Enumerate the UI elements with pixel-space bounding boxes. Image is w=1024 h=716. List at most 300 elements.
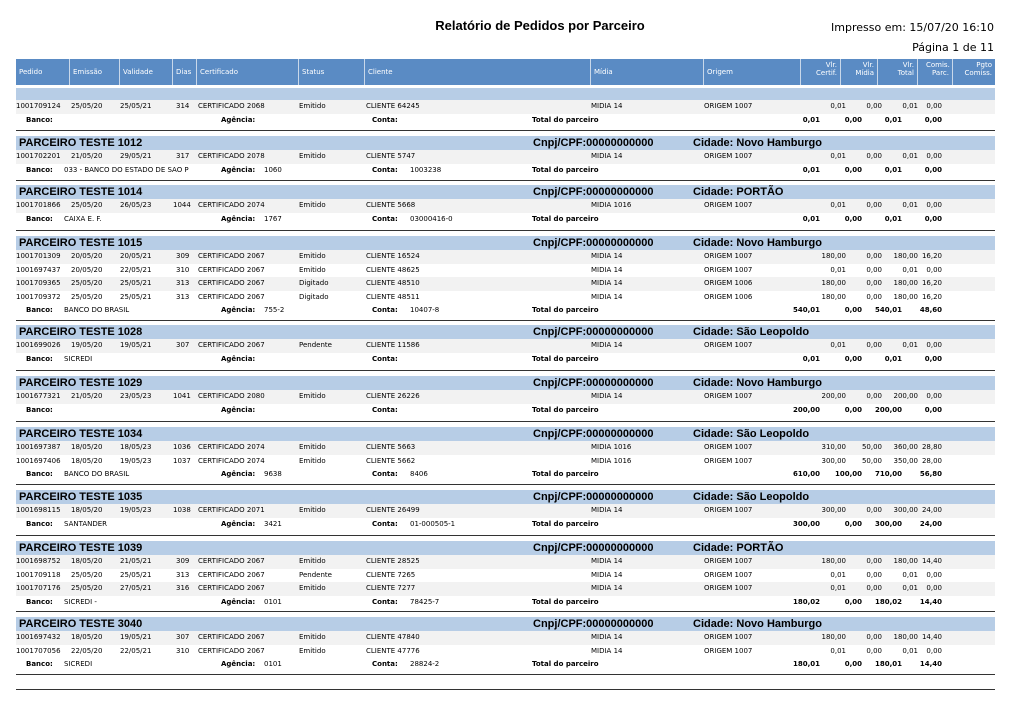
cell-dias: 307 — [176, 633, 190, 641]
cell-emissao: 25/05/20 — [71, 584, 103, 592]
partner-name: PARCEIRO TESTE 1029 — [19, 377, 143, 389]
cell-validade: 19/05/23 — [120, 456, 152, 465]
total-vlr-total: 540,01 — [874, 306, 902, 314]
total-vlr-certif: 300,00 — [792, 519, 820, 528]
banco-value: SICREDI — [64, 354, 93, 363]
agencia-label: Agência: — [221, 115, 256, 124]
cell-vlr-certif: 200,00 — [821, 392, 846, 400]
cell-dias: 313 — [176, 570, 190, 579]
conta-label: Conta: — [372, 214, 398, 223]
cell-origem: ORIGEM 1006 — [704, 279, 753, 287]
report-header — [0, 0, 1024, 60]
cell-validade: 19/05/23 — [120, 506, 152, 514]
conta-label: Conta: — [372, 519, 398, 528]
total-vlr-total: 180,02 — [874, 597, 902, 606]
cell-vlr-midia: 0,00 — [866, 633, 882, 641]
agencia-label: Agência: — [221, 470, 256, 478]
cell-emissao: 21/05/20 — [71, 392, 103, 400]
cell-status: Pendente — [299, 341, 332, 349]
cell-origem: ORIGEM 1007 — [704, 392, 753, 400]
cell-dias: 1036 — [173, 443, 191, 451]
partner-header — [16, 427, 995, 441]
cell-vlr-midia: 0,00 — [866, 557, 882, 565]
total-label: Total do parceiro — [532, 597, 599, 606]
cell-status: Emitido — [299, 506, 326, 514]
cell-comis-parc: 0,00 — [926, 201, 942, 209]
cell-certificado: CERTIFICADO 2074 — [198, 443, 265, 451]
cell-dias: 1044 — [173, 201, 191, 209]
cell-cliente: CLIENTE 7277 — [366, 584, 416, 592]
cell-vlr-total: 180,00 — [893, 557, 918, 565]
table-row — [16, 631, 995, 645]
cell-midia: MIDIA 14 — [591, 292, 623, 301]
cell-comis-parc: 16,20 — [921, 292, 942, 301]
cell-origem: ORIGEM 1007 — [704, 152, 753, 160]
partner-cidade: Cidade: PORTÃO — [693, 542, 784, 554]
cell-vlr-midia: 0,00 — [866, 152, 882, 160]
cell-midia: MIDIA 14 — [591, 557, 623, 565]
banco-value: BANCO DO BRASIL — [64, 470, 130, 478]
group-divider — [16, 130, 995, 131]
partner-group — [16, 185, 995, 226]
total-label: Total do parceiro — [532, 115, 599, 124]
cell-certificado: CERTIFICADO 2067 — [198, 252, 265, 260]
printed-timestamp: Impresso em: 15/07/20 16:10 — [831, 21, 994, 34]
cell-vlr-certif: 0,01 — [830, 201, 846, 209]
total-vlr-midia: 0,00 — [844, 354, 862, 363]
total-vlr-midia: 0,00 — [844, 115, 862, 124]
table-row — [16, 555, 995, 569]
cell-cliente: CLIENTE 48510 — [366, 279, 420, 287]
total-vlr-midia: 0,00 — [844, 519, 862, 528]
group-divider — [16, 674, 995, 675]
total-vlr-certif: 0,01 — [802, 115, 820, 124]
cell-emissao: 18/05/20 — [71, 443, 103, 451]
table-row — [16, 390, 995, 404]
cell-dias: 1041 — [173, 392, 191, 400]
cell-vlr-midia: 0,00 — [866, 252, 882, 260]
cell-emissao: 18/05/20 — [71, 557, 103, 565]
cell-vlr-certif: 0,01 — [830, 584, 846, 592]
banco-value: CAIXA E. F. — [64, 214, 102, 223]
cell-emissao: 20/05/20 — [71, 265, 103, 274]
table-row — [16, 645, 995, 659]
partner-cnpj: Cnpj/CPF:00000000000 — [533, 428, 654, 440]
total-vlr-total: 0,01 — [884, 165, 902, 174]
partner-cidade: Cidade: Novo Hamburgo — [693, 137, 822, 149]
group-divider — [16, 230, 995, 231]
cell-emissao: 25/05/20 — [71, 570, 103, 579]
cell-vlr-total: 350,00 — [893, 456, 918, 465]
cell-vlr-certif: 180,00 — [821, 557, 846, 565]
conta-value: 28824-2 — [410, 660, 440, 668]
cell-validade: 22/05/21 — [120, 646, 152, 655]
cell-midia: MIDIA 14 — [591, 152, 623, 160]
bank-row — [16, 468, 995, 481]
total-label: Total do parceiro — [532, 214, 599, 223]
total-label: Total do parceiro — [532, 660, 599, 668]
total-vlr-midia: 0,00 — [844, 660, 862, 668]
cell-dias: 313 — [176, 292, 190, 301]
cell-comis-parc: 0,00 — [926, 570, 942, 579]
cell-status: Emitido — [299, 392, 326, 400]
cell-dias: 309 — [176, 557, 190, 565]
agencia-label: Agência: — [221, 597, 256, 606]
agencia-value: 9638 — [264, 470, 282, 478]
partner-cidade: Cidade: São Leopoldo — [693, 491, 810, 503]
cell-vlr-certif: 310,00 — [821, 443, 846, 451]
total-vlr-total: 0,01 — [884, 354, 902, 363]
cell-certificado: CERTIFICADO 2067 — [198, 646, 265, 655]
partner-group — [16, 325, 995, 366]
conta-label: Conta: — [372, 354, 398, 363]
partner-cidade: Cidade: Novo Hamburgo — [693, 237, 822, 249]
cell-origem: ORIGEM 1006 — [704, 292, 753, 301]
cell-origem: ORIGEM 1007 — [704, 265, 753, 274]
cell-certificado: CERTIFICADO 2067 — [198, 265, 265, 274]
cell-vlr-certif: 0,01 — [830, 152, 846, 160]
cell-pedido: 1001701866 — [16, 201, 61, 209]
cell-pedido: 1001707176 — [16, 584, 61, 592]
agencia-label: Agência: — [221, 214, 256, 223]
cell-emissao: 25/05/20 — [71, 279, 103, 287]
total-vlr-total: 200,00 — [874, 405, 902, 414]
cell-origem: ORIGEM 1007 — [704, 102, 753, 110]
cell-origem: ORIGEM 1007 — [704, 252, 753, 260]
partner-cnpj: Cnpj/CPF:00000000000 — [533, 542, 654, 554]
cell-dias: 314 — [176, 102, 190, 110]
cell-certificado: CERTIFICADO 2067 — [198, 633, 265, 641]
cell-vlr-midia: 0,00 — [866, 506, 882, 514]
col-validade: Validade — [119, 59, 172, 85]
cell-vlr-total: 0,01 — [902, 152, 918, 160]
cell-status: Emitido — [299, 252, 326, 260]
cell-emissao: 18/05/20 — [71, 633, 103, 641]
partner-name: PARCEIRO TESTE 1014 — [19, 186, 143, 198]
col-emissao: Emissão — [69, 59, 119, 85]
cell-emissao: 18/05/20 — [71, 456, 103, 465]
column-header-bar — [16, 59, 995, 85]
total-vlr-midia: 0,00 — [844, 214, 862, 223]
cell-vlr-midia: 0,00 — [866, 584, 882, 592]
total-vlr-certif: 180,01 — [792, 660, 820, 668]
cell-validade: 27/05/21 — [120, 584, 152, 592]
bank-row — [16, 658, 995, 671]
page-indicator: Página 1 de 11 — [912, 41, 994, 54]
partner-header — [16, 236, 995, 250]
cell-cliente: CLIENTE 5668 — [366, 201, 416, 209]
cell-status: Emitido — [299, 102, 326, 110]
col-pgto-comiss: Pgto Comiss. — [952, 59, 995, 85]
cell-pedido: 1001709124 — [16, 102, 61, 110]
cell-dias: 307 — [176, 341, 190, 349]
conta-label: Conta: — [372, 660, 398, 668]
partner-group — [16, 427, 995, 481]
partner-header — [16, 88, 995, 100]
partner-group — [16, 376, 995, 417]
cell-vlr-total: 0,01 — [902, 265, 918, 274]
cell-validade: 18/05/23 — [120, 443, 152, 451]
partner-header — [16, 541, 995, 555]
cell-pedido: 1001709372 — [16, 292, 61, 301]
group-divider — [16, 421, 995, 422]
cell-cliente: CLIENTE 48511 — [366, 292, 420, 301]
cell-cliente: CLIENTE 5747 — [366, 152, 416, 160]
partner-cnpj: Cnpj/CPF:00000000000 — [533, 237, 654, 249]
cell-pedido: 1001709365 — [16, 279, 61, 287]
partner-name: PARCEIRO TESTE 1012 — [19, 137, 143, 149]
cell-emissao: 20/05/20 — [71, 252, 103, 260]
total-comis-parc: 56,80 — [919, 470, 942, 478]
cell-midia: MIDIA 14 — [591, 392, 623, 400]
conta-value: 78425-7 — [410, 597, 440, 606]
cell-status: Emitido — [299, 265, 326, 274]
cell-vlr-midia: 0,00 — [866, 646, 882, 655]
partner-cidade: Cidade: São Leopoldo — [693, 326, 810, 338]
total-vlr-total: 0,01 — [884, 214, 902, 223]
cell-status: Pendente — [299, 570, 332, 579]
total-comis-parc: 14,40 — [919, 660, 942, 668]
cell-validade: 23/05/23 — [120, 392, 152, 400]
cell-comis-parc: 28,00 — [921, 456, 942, 465]
group-divider — [16, 484, 995, 485]
table-row — [16, 250, 995, 264]
cell-pedido: 1001697387 — [16, 443, 61, 451]
partner-name: PARCEIRO TESTE 1034 — [19, 428, 143, 440]
partner-name: PARCEIRO TESTE 1039 — [19, 542, 143, 554]
bank-row — [16, 353, 995, 366]
cell-comis-parc: 0,00 — [926, 341, 942, 349]
cell-vlr-certif: 0,01 — [830, 570, 846, 579]
agencia-label: Agência: — [221, 165, 256, 174]
cell-certificado: CERTIFICADO 2067 — [198, 279, 265, 287]
total-vlr-certif: 180,02 — [792, 597, 820, 606]
cell-certificado: CERTIFICADO 2067 — [198, 570, 265, 579]
group-divider — [16, 370, 995, 371]
cell-pedido: 1001697406 — [16, 456, 61, 465]
cell-vlr-midia: 0,00 — [866, 102, 882, 110]
partner-group — [16, 88, 995, 127]
banco-value: 033 - BANCO DO ESTADO DE SAO P — [64, 165, 189, 174]
cell-certificado: CERTIFICADO 2071 — [198, 506, 265, 514]
cell-dias: 313 — [176, 279, 190, 287]
partner-group — [16, 490, 995, 531]
report-title: Relatório de Pedidos por Parceiro — [435, 18, 645, 33]
col-origem: Origem — [703, 59, 800, 85]
cell-dias: 310 — [176, 265, 190, 274]
table-row — [16, 199, 995, 213]
cell-midia: MIDIA 14 — [591, 646, 623, 655]
cell-vlr-midia: 0,00 — [866, 341, 882, 349]
banco-label: Banco: — [26, 115, 53, 124]
cell-vlr-total: 0,01 — [902, 201, 918, 209]
banco-label: Banco: — [26, 306, 53, 314]
cell-vlr-total: 300,00 — [893, 506, 918, 514]
total-vlr-midia: 0,00 — [844, 306, 862, 314]
table-row — [16, 277, 995, 291]
cell-comis-parc: 0,00 — [926, 102, 942, 110]
cell-pedido: 1001701309 — [16, 252, 61, 260]
bank-row — [16, 213, 995, 226]
cell-cliente: CLIENTE 16524 — [366, 252, 420, 260]
cell-vlr-midia: 50,00 — [861, 443, 882, 451]
cell-validade: 25/05/21 — [120, 292, 152, 301]
banco-label: Banco: — [26, 519, 53, 528]
table-row — [16, 100, 995, 114]
cell-cliente: CLIENTE 28525 — [366, 557, 420, 565]
partner-header — [16, 185, 995, 199]
cell-pedido: 1001697432 — [16, 633, 61, 641]
cell-pedido: 1001677321 — [16, 392, 61, 400]
conta-label: Conta: — [372, 306, 398, 314]
partner-header — [16, 376, 995, 390]
conta-label: Conta: — [372, 597, 398, 606]
cell-vlr-midia: 0,00 — [866, 292, 882, 301]
banco-label: Banco: — [26, 597, 53, 606]
cell-vlr-certif: 180,00 — [821, 292, 846, 301]
cell-status: Emitido — [299, 646, 326, 655]
banco-label: Banco: — [26, 470, 53, 478]
agencia-label: Agência: — [221, 405, 256, 414]
cell-origem: ORIGEM 1007 — [704, 506, 753, 514]
cell-dias: 309 — [176, 252, 190, 260]
cell-emissao: 21/05/20 — [71, 152, 103, 160]
cell-vlr-total: 0,01 — [902, 646, 918, 655]
cell-vlr-midia: 0,00 — [866, 201, 882, 209]
cell-comis-parc: 14,40 — [921, 633, 942, 641]
cell-validade: 25/05/21 — [120, 570, 152, 579]
cell-status: Digitado — [299, 279, 329, 287]
cell-vlr-total: 180,00 — [893, 279, 918, 287]
conta-value: 8406 — [410, 470, 428, 478]
total-comis-parc: 0,00 — [924, 354, 942, 363]
partner-cnpj: Cnpj/CPF:00000000000 — [533, 186, 654, 198]
partner-name: PARCEIRO TESTE 1028 — [19, 326, 143, 338]
col-pedido: Pedido — [19, 68, 43, 76]
bank-row — [16, 164, 995, 177]
total-comis-parc: 0,00 — [924, 165, 942, 174]
cell-comis-parc: 0,00 — [926, 152, 942, 160]
total-vlr-midia: 0,00 — [844, 165, 862, 174]
cell-vlr-total: 200,00 — [893, 392, 918, 400]
cell-emissao: 18/05/20 — [71, 506, 103, 514]
total-comis-parc: 0,00 — [924, 214, 942, 223]
cell-pedido: 1001699026 — [16, 341, 61, 349]
total-label: Total do parceiro — [532, 306, 599, 314]
cell-certificado: CERTIFICADO 2074 — [198, 201, 265, 209]
cell-midia: MIDIA 14 — [591, 265, 623, 274]
partner-name: PARCEIRO TESTE 1015 — [19, 237, 143, 249]
cell-midia: MIDIA 14 — [591, 633, 623, 641]
group-divider — [16, 320, 995, 321]
cell-comis-parc: 16,20 — [921, 252, 942, 260]
total-vlr-midia: 0,00 — [844, 405, 862, 414]
cell-vlr-midia: 0,00 — [866, 265, 882, 274]
cell-vlr-total: 360,00 — [893, 443, 918, 451]
table-row — [16, 150, 995, 164]
cell-origem: ORIGEM 1007 — [704, 341, 753, 349]
cell-status: Digitado — [299, 292, 329, 301]
cell-midia: MIDIA 1016 — [591, 456, 632, 465]
cell-status: Emitido — [299, 152, 326, 160]
partner-cnpj: Cnpj/CPF:00000000000 — [533, 618, 654, 630]
bank-row — [16, 304, 995, 317]
partner-group — [16, 236, 995, 317]
cell-cliente: CLIENTE 64245 — [366, 102, 420, 110]
cell-origem: ORIGEM 1007 — [704, 557, 753, 565]
cell-vlr-total: 180,00 — [893, 292, 918, 301]
cell-midia: MIDIA 14 — [591, 102, 623, 110]
cell-cliente: CLIENTE 5663 — [366, 443, 416, 451]
col-cliente: Cliente — [364, 59, 590, 85]
cell-vlr-certif: 180,00 — [821, 252, 846, 260]
total-vlr-certif: 540,01 — [792, 306, 820, 314]
cell-emissao: 22/05/20 — [71, 646, 103, 655]
total-comis-parc: 0,00 — [924, 405, 942, 414]
total-vlr-certif: 610,00 — [792, 470, 820, 478]
cell-pedido: 1001707056 — [16, 646, 61, 655]
banco-label: Banco: — [26, 405, 53, 414]
partner-cidade: Cidade: São Leopoldo — [693, 428, 810, 440]
conta-value: 01-000505-1 — [410, 519, 456, 528]
total-label: Total do parceiro — [532, 165, 599, 174]
partner-name: PARCEIRO TESTE 3040 — [19, 618, 143, 630]
banco-label: Banco: — [26, 165, 53, 174]
total-vlr-certif: 0,01 — [802, 354, 820, 363]
table-row — [16, 291, 995, 305]
cell-cliente: CLIENTE 7265 — [366, 570, 416, 579]
agencia-value: 1060 — [264, 165, 282, 174]
cell-certificado: CERTIFICADO 2067 — [198, 292, 265, 301]
total-comis-parc: 48,60 — [919, 306, 942, 314]
cell-vlr-total: 0,01 — [902, 102, 918, 110]
col-status: Status — [298, 59, 364, 85]
total-label: Total do parceiro — [532, 470, 599, 478]
partner-group — [16, 541, 995, 609]
cell-cliente: CLIENTE 48625 — [366, 265, 420, 274]
table-row — [16, 569, 995, 583]
cell-status: Emitido — [299, 633, 326, 641]
cell-dias: 316 — [176, 584, 190, 592]
bank-row — [16, 518, 995, 531]
conta-label: Conta: — [372, 470, 398, 478]
total-vlr-total: 0,01 — [884, 115, 902, 124]
group-divider — [16, 611, 995, 612]
cell-status: Emitido — [299, 456, 326, 465]
group-divider — [16, 180, 995, 181]
cell-emissao: 25/05/20 — [71, 102, 103, 110]
total-vlr-certif: 200,00 — [792, 405, 820, 414]
partner-cidade: Cidade: PORTÃO — [693, 186, 784, 198]
cell-midia: MIDIA 14 — [591, 584, 623, 592]
cell-comis-parc: 16,20 — [921, 279, 942, 287]
table-row — [16, 504, 995, 518]
table-row — [16, 582, 995, 596]
banco-label: Banco: — [26, 660, 53, 668]
table-row — [16, 455, 995, 469]
cell-comis-parc: 0,00 — [926, 265, 942, 274]
cell-cliente: CLIENTE 26226 — [366, 392, 420, 400]
total-vlr-total: 300,00 — [874, 519, 902, 528]
cell-certificado: CERTIFICADO 2067 — [198, 557, 265, 565]
cell-emissao: 19/05/20 — [71, 341, 103, 349]
cell-validade: 25/05/21 — [120, 279, 152, 287]
partner-cnpj: Cnpj/CPF:00000000000 — [533, 491, 654, 503]
cell-vlr-certif: 180,00 — [821, 279, 846, 287]
total-label: Total do parceiro — [532, 519, 599, 528]
agencia-label: Agência: — [221, 660, 256, 668]
bank-row — [16, 404, 995, 417]
